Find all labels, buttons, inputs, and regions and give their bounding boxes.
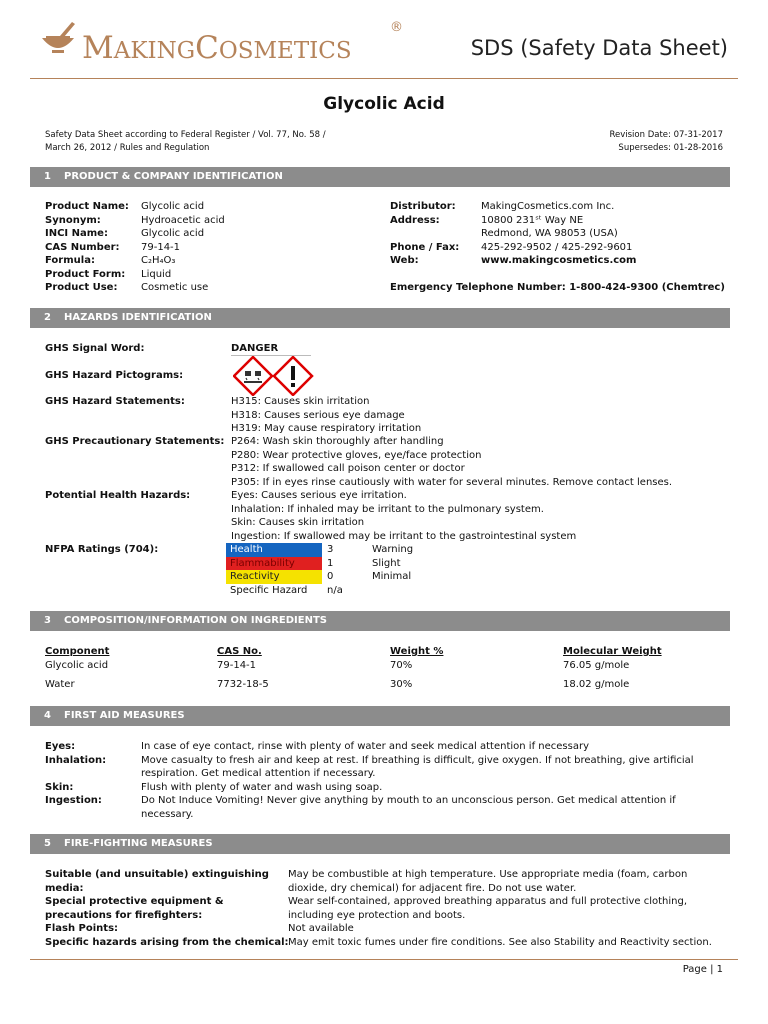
emergency-phone: Emergency Telephone Number: 1-800-424-9300 (Chemtrec) (390, 282, 725, 293)
table-cell: 30% (390, 679, 413, 690)
nfpa-category: Reactivity (226, 570, 322, 584)
nfpa-label: NFPA Ratings (704): (45, 544, 159, 555)
nfpa-description: Minimal (372, 571, 412, 582)
col-header-molecular-weight: Molecular Weight (563, 646, 662, 657)
corrosion-pictogram-icon (234, 357, 272, 395)
fire-labels: Suitable (and unsuitable) extinguishing media: Special protective equipment & precautions for firefighters: Flash Points: Specific hazards arising from the chemical: (45, 869, 289, 948)
mortar-pestle-icon (38, 18, 78, 58)
table-cell: 70% (390, 660, 413, 671)
fire-text: May be combustible at high temperature. Use appropriate media (foam, carbon dioxide, dry chemical) for adjacent fire. Do not use water. Wear self-contained, approved breathing apparatus and full protective clothing, including eye protection and boots. Not available May emit toxic fumes under fire conditions. See also Stability and Reactivity section. (288, 869, 712, 948)
table-cell: 18.02 g/mole (563, 679, 630, 690)
nfpa-value: 0 (327, 571, 334, 582)
hazard-statements: H315: Causes skin irritation H318: Causes serious eye damage H319: May cause respiratory irritation (231, 396, 422, 434)
first-aid-labels: Eyes: Inhalation: Skin: Ingestion: (45, 741, 107, 806)
health-hazards: Eyes: Causes serious eye irritation. Inhalation: If inhaled may be irritant to the pulmonary system. Skin: Causes skin irritation Ingestion: If swallowed may be irritant to the gastrointestinal system (231, 490, 577, 542)
document-title: Glycolic Acid (323, 94, 445, 114)
table-cell: 7732-18-5 (217, 679, 269, 690)
product-values: Glycolic acid Hydroacetic acid Glycolic acid 79-14-1 C₂H₄O₃ Liquid Cosmetic use (141, 201, 225, 293)
nfpa-description: Warning (372, 544, 414, 555)
nfpa-value: n/a (327, 584, 343, 596)
footer-divider (30, 959, 738, 960)
table-cell: Glycolic acid (45, 660, 109, 671)
table-cell: 79-14-1 (217, 660, 257, 671)
nfpa-category: Flammability (226, 557, 322, 571)
section-3-header: 3 COMPOSITION/INFORMATION ON INGREDIENTS (30, 611, 730, 631)
page-header (0, 0, 768, 80)
precautionary-label: GHS Precautionary Statements: (45, 436, 225, 447)
col-header-weight: Weight % (390, 646, 444, 657)
section-1-header: 1 PRODUCT & COMPANY IDENTIFICATION (30, 167, 730, 187)
first-aid-text: In case of eye contact, rinse with plenty of water and seek medical attention if necessary Move casualty to fresh air and keep at rest. If breathing is difficult, give oxygen. If not breathing, give artificial respiration. Get medical attention if necessary. Flush with plenty of water and wash using soap. Do Not Induce Vomiting! Never give anything by mouth to an unconscious person. Get medical attention if necessary. (141, 741, 694, 820)
health-hazards-label: Potential Health Hazards: (45, 490, 191, 501)
table-cell: 76.05 g/mole (563, 660, 630, 671)
nfpa-category: Specific Hazard (226, 584, 322, 598)
table-cell: Water (45, 679, 75, 690)
hazard-statements-label: GHS Hazard Statements: (45, 396, 185, 407)
ghs-pictograms (233, 356, 315, 396)
precautionary-statements: P264: Wash skin thoroughly after handling P280: Wear protective gloves, eye/face protection P312: If swallowed call poison center or doctor P305: If in eyes rinse cautiously with water for several minutes. Remove contact lenses. (231, 436, 673, 488)
nfpa-category: Health (226, 543, 322, 557)
sds-heading: SDS (Safety Data Sheet) (470, 36, 728, 60)
nfpa-value: 1 (327, 557, 334, 569)
nfpa-description: Slight (372, 557, 401, 569)
product-labels: Product Name: Synonym: INCI Name: CAS Number: Formula: Product Form: Product Use: (45, 201, 129, 293)
signal-word: DANGER (231, 343, 279, 354)
section-4-header: 4 FIRST AID MEASURES (30, 706, 730, 726)
revision-info: Revision Date: 07-31-2017 Supersedes: 01-28-2016 (609, 130, 723, 153)
distributor-values: MakingCosmetics.com Inc. 10800 231ˢᵗ Way NE Redmond, WA 98053 (USA) 425-292-9502 / 425-292-9601 www.makingcosmetics.com (481, 201, 637, 266)
header-divider (30, 78, 738, 79)
page-number: Page | 1 (682, 964, 723, 975)
section-2-header: 2 HAZARDS IDENTIFICATION (30, 308, 730, 328)
col-header-component: Component (45, 646, 110, 657)
website-link[interactable]: www.makingcosmetics.com (481, 255, 637, 266)
col-header-cas: CAS No. (217, 646, 262, 657)
registered-mark: ® (390, 20, 403, 35)
exclamation-pictogram-icon (274, 357, 312, 395)
nfpa-value: 3 (327, 544, 334, 555)
pictograms-label: GHS Hazard Pictograms: (45, 370, 184, 381)
section-5-header: 5 FIRE-FIGHTING MEASURES (30, 834, 730, 854)
signal-word-label: GHS Signal Word: (45, 343, 145, 354)
regulation-note: Safety Data Sheet according to Federal Register / Vol. 77, No. 58 / March 26, 2012 / Rules and Regulation (45, 130, 326, 153)
logo-wordmark: MAKINGCOSMETICS (82, 30, 352, 66)
distributor-labels: Distributor: Address: Phone / Fax: Web: (390, 201, 460, 266)
